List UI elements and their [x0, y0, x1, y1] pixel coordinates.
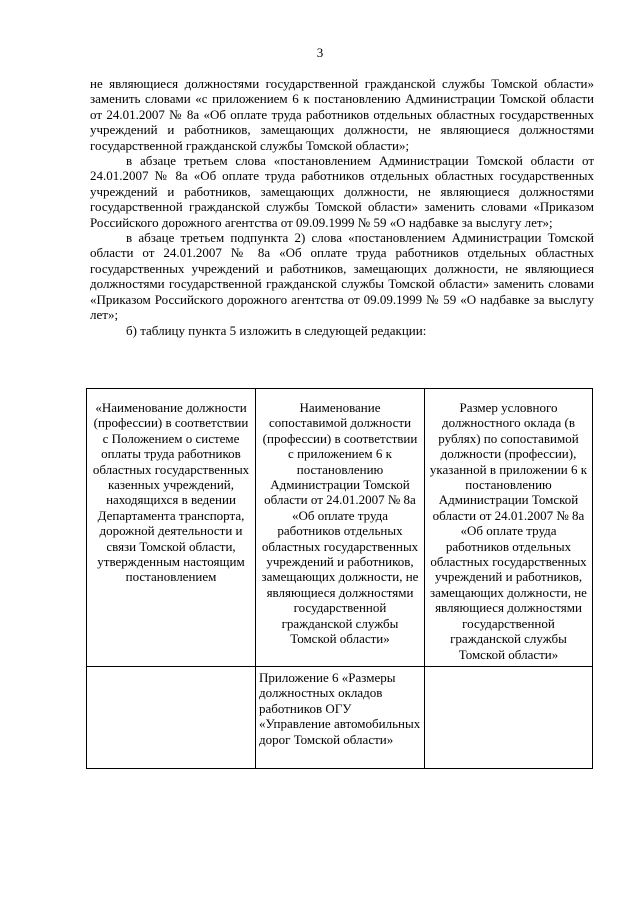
body-text [90, 76, 594, 338]
page-number: 3 [316, 45, 324, 60]
table-row [87, 666, 593, 768]
paragraph: в абзаце третьем подпункта 2) слова «постановлением Администрации Томской области от 24.01.2007 № 8а «Об оплате труда работников отдельных областных государственных учреждений и работников, замещающих должности, не являющиеся должностями государственной гражданской службы Томской области» заменить словами «Приказом Российского дорожного агентства от 09.09.1999 № 59 «О надбавке за выслугу лет»; [90, 230, 594, 323]
paragraph: б) таблицу пункта 5 изложить в следующей редакции: [126, 322, 427, 338]
header-cell-comparable-position: Наименование сопоставимой должности (профессии) в соответствии с приложением 6 к постановлению Администрации Томской области от 24.01.2007 № 8а «Об оплате труда работников отдельных областных государственных учреждений и работников, замещающих должности, не являющиеся должностями государственной гражданской службы Томской области» [256, 389, 425, 667]
header-cell-salary: Размер условного должностного оклада (в рублях) по сопоставимой должности (профессии), указанной в приложении 6 к постановлению Администрации Томской области от 24.01.2007 № 8а «Об оплате труда работников отдельных областных государственных учреждений и работников, замещающих должности, не являющиеся должностями государственной гражданской службы Томской области» [425, 389, 593, 667]
positions-table [86, 388, 593, 769]
table-cell-appendix: Приложение 6 «Размеры должностных окладов работников ОГУ «Управление автомобильных дорог Томской области» [256, 666, 425, 768]
header-cell-position: «Наименование должности (профессии) в соответствии с Положением о системе оплаты труда работников областных государственных казенных учреждений, находящихся в ведении Департамента транспорта, дорожной деятельности и связи Томской области, утвержденным настоящим постановлением [87, 389, 256, 667]
table-cell [87, 666, 256, 768]
table-cell [425, 666, 593, 768]
paragraph: в абзаце третьем слова «постановлением Администрации Томской области от 24.01.2007 № 8а «Об оплате труда работников отдельных областных государственных учреждений и работников, замещающих должности, не являющиеся должностями государственной гражданской службы Томской области» заменить словами «Приказом Российского дорожного агентства от 09.09.1999 № 59 «О надбавке за выслугу лет»; [90, 153, 594, 230]
paragraph: не являющиеся должностями государственной гражданской службы Томской области» заменить словами «с приложением 6 к постановлению Администрации Томской области от 24.01.2007 № 8а «Об оплате труда работников отдельных областных государственных учреждений и работников, замещающих должности, не являющиеся должностями государственной гражданской службы Томской области»; [90, 76, 594, 153]
table-header-row [87, 389, 593, 667]
